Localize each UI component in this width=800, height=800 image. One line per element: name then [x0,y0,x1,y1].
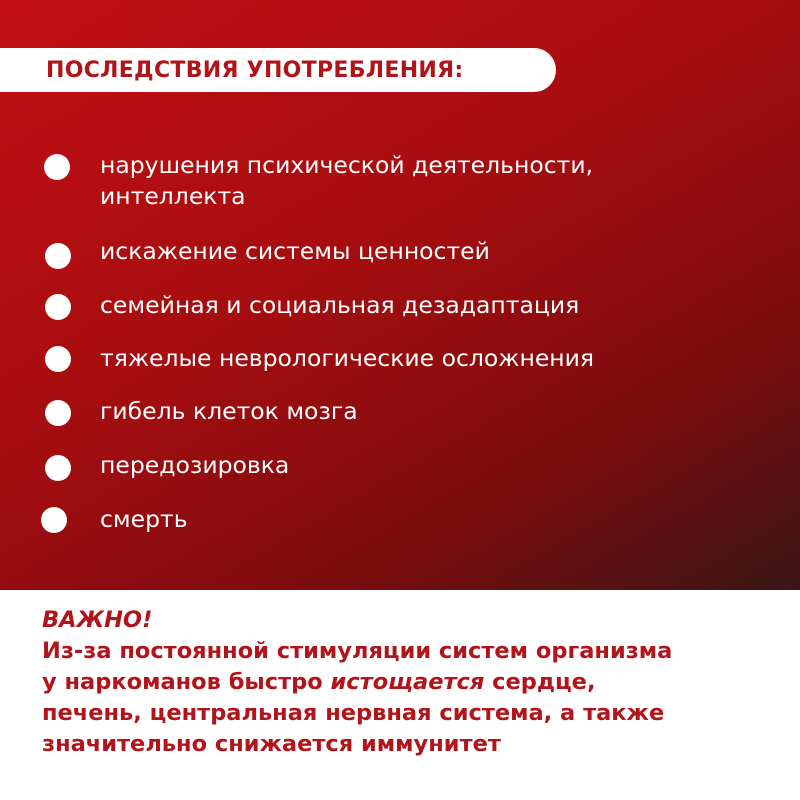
list-item-label: тяжелые неврологические осложнения [100,344,595,372]
bullet-icon [45,294,71,320]
important-text-line: Из-за постоянной стимуляции систем организма [42,638,673,664]
list-item-label: смерть [100,505,188,533]
important-emphasis: истощается [330,669,485,695]
bullet-icon [41,507,67,533]
list-item-label: передозировка [100,451,290,479]
bullet-icon [45,243,71,269]
important-text-line [42,667,782,698]
list-item-label: гибель клеток мозга [100,397,358,425]
bullet-icon [45,400,71,426]
bullet-icon [44,154,70,180]
important-text-line: печень, центральная нервная система, а также [42,700,665,726]
bullet-icon [45,346,71,372]
bullet-icon [45,455,71,481]
list-item-label: семейная и социальная дезадаптация [100,291,580,319]
list-item-label: интеллекта [100,182,246,210]
important-text-fragment: у наркоманов быстро [42,669,331,695]
important-text-fragment: сердце, [484,669,596,695]
list-item-label: искажение системы ценностей [100,237,490,265]
important-heading: ВАЖНО! [42,607,153,633]
important-text-line: значительно снижается иммунитет [42,731,501,757]
page-title: ПОСЛЕДСТВИЯ УПОТРЕБЛЕНИЯ: [46,57,464,83]
list-item-label: нарушения психической деятельности, [100,151,594,179]
important-note [42,605,782,760]
